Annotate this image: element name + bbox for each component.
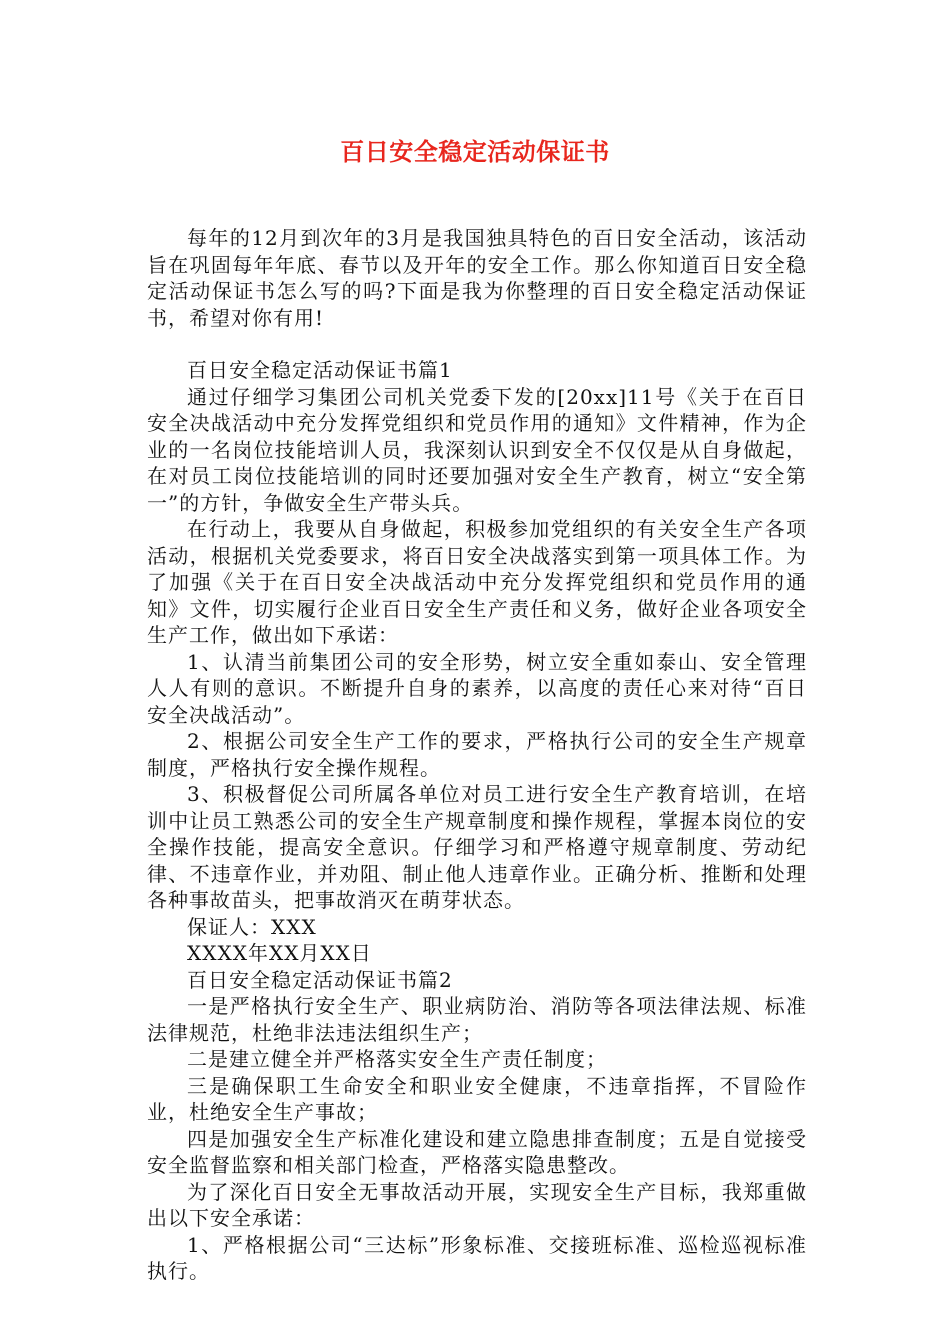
section2-heading: 百日安全稳定活动保证书篇2 <box>187 967 453 992</box>
section1-paragraph-2: 在行动上，我要从自身做起，积极参加党组织的有关安全生产各项活动，根据机关党委要求，将百日安全决战落实到第一项具体工作。为了加强《关于在百日安全决战活动中充分发挥党组织和党员作用的通知》文件，切实履行企业百日安全生产责任和义务，做好企业各项安全生产工作，做出如下承诺： <box>147 517 807 647</box>
section2-paragraph-6: 1、严格根据公司“三达标”形象标准、交接班标准、巡检巡视标准执行。 <box>147 1232 807 1283</box>
section1-pledge-3: 3、积极督促公司所属各单位对员工进行安全生产教育培训，在培训中让员工熟悉公司的安全生产规章制度和操作规程，掌握本岗位的安全操作技能，提高安全意识。仔细学习和严格遵守规章制度、劳动纪律、不违章作业，并劝阻、制止他人违章作业。正确分析、推断和处理各种事故苗头，把事故消灭在萌芽状态。 <box>147 782 807 912</box>
date-line: XXXX年XX月XX日 <box>187 941 372 965</box>
document-title: 百日安全稳定活动保证书 <box>340 138 610 166</box>
intro-paragraph: 每年的12月到次年的3月是我国独具特色的百日安全活动，该活动旨在巩固每年年底、春节以及开年的安全工作。那么你知道百日安全稳定活动保证书怎么写的吗?下面是我为你整理的百日安全稳定活动保证书，希望对你有用! <box>147 226 807 330</box>
spacer <box>147 331 807 357</box>
section2-paragraph-4: 四是加强安全生产标准化建设和建立隐患排查制度；五是自觉接受安全监督监察和相关部门检查，严格落实隐患整改。 <box>147 1126 807 1177</box>
section2-paragraph-1: 一是严格执行安全生产、职业病防治、消防等各项法律法规、标准法律规范，杜绝非法违法组织生产； <box>147 994 807 1045</box>
section2-paragraph-5: 为了深化百日安全无事故活动开展，实现安全生产目标，我郑重做出以下安全承诺： <box>147 1179 807 1230</box>
guarantor-line: 保证人：XXX <box>187 914 317 939</box>
section1-heading: 百日安全稳定活动保证书篇1 <box>187 358 453 382</box>
section2-paragraph-3: 三是确保职工生命安全和职业安全健康，不违章指挥，不冒险作业，杜绝安全生产事故； <box>147 1073 807 1124</box>
document-body <box>147 225 807 1285</box>
section1-pledge-2: 2、根据公司安全生产工作的要求，严格执行公司的安全生产规章制度，严格执行安全操作规程。 <box>147 729 807 780</box>
section1-pledge-1: 1、认清当前集团公司的安全形势，树立安全重如泰山、安全管理人人有则的意识。不断提升自身的素养，以高度的责任心来对待“百日安全决战活动”。 <box>147 649 807 727</box>
section1-paragraph-1: 通过仔细学习集团公司机关党委下发的[20xx]11号《关于在百日安全决战活动中充分发挥党组织和党员作用的通知》文件精神，作为企业的一名岗位技能培训人员，我深刻认识到安全不仅仅是从自身做起，在对员工岗位技能培训的同时还要加强对安全生产教育，树立“安全第一”的方针，争做安全生产带头兵。 <box>147 384 807 515</box>
section2-paragraph-2: 二是建立健全并严格落实安全生产责任制度； <box>187 1047 607 1071</box>
